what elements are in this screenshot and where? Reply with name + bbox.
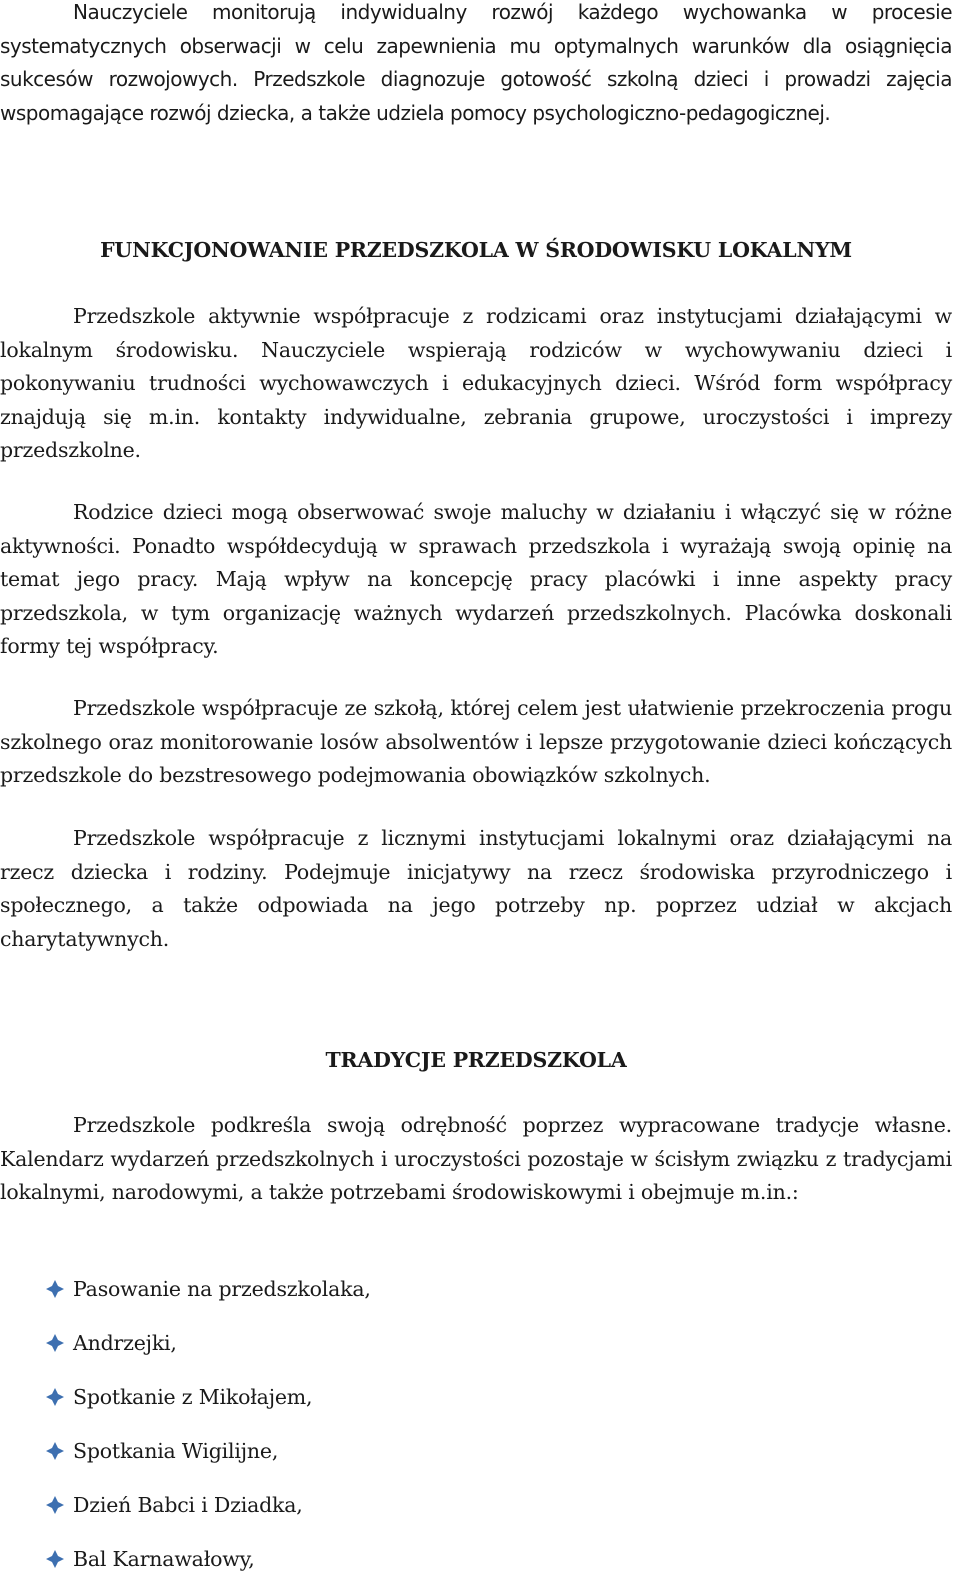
intro-paragraph: Nauczyciele monitorują indywidualny rozwój każdego wychowanka w procesie systematycznych obserwacji w celu zapewnienia mu optymalnych warunków dla osiągnięcia sukcesów rozwojowych. Przedszkole diagnozuje gotowość szkolną dzieci i prowadzi zajęcia wspomagające rozwój dziecka, a także udziela pomocy psychologiczno-pedagogicznej. <box>0 0 952 125</box>
list-item <box>0 1316 371 1370</box>
diamond-bullet-icon <box>0 1441 73 1461</box>
section-heading-local: FUNKCJONOWANIE PRZEDSZKOLA W ŚRODOWISKU LOKALNYM <box>100 238 852 262</box>
list-item-label: Dzień Babci i Dziadka, <box>73 1493 303 1517</box>
paragraph-local-4: Przedszkole współpracuje z licznymi instytucjami lokalnymi oraz działającymi na rzecz dziecka i rodziny. Podejmuje inicjatywy na rzecz środowiska przyrodniczego i społecznego, a także odpowiada na jego potrzeby np. poprzez udział w akcjach charytatywnych. <box>0 826 952 951</box>
section-heading-traditions: TRADYCJE PRZEDSZKOLA <box>325 1048 627 1072</box>
diamond-bullet-icon <box>0 1549 73 1569</box>
list-item-label: Pasowanie na przedszkolaka, <box>73 1277 371 1301</box>
paragraph-local-1: Przedszkole aktywnie współpracuje z rodzicami oraz instytucjami działającymi w lokalnym środowisku. Nauczyciele wspierają rodziców w wychowywaniu dzieci i pokonywaniu trudności wychowawczych i edukacyjnych dzieci. Wśród form współpracy znajdują się m.in. kontakty indywidualne, zebrania grupowe, uroczystości i imprezy przedszkolne. <box>0 304 952 462</box>
list-item <box>0 1424 371 1478</box>
paragraph-traditions: Przedszkole podkreśla swoją odrębność poprzez wypracowane tradycje własne. Kalendarz wydarzeń przedszkolnych i uroczystości pozostaje w ścisłym związku z tradycjami lokalnymi, narodowymi, a także potrzebami środowiskowymi i obejmuje m.in.: <box>0 1113 952 1204</box>
list-item <box>0 1532 371 1586</box>
list-item <box>0 1262 371 1316</box>
list-item-label: Andrzejki, <box>73 1331 177 1355</box>
diamond-bullet-icon <box>0 1333 73 1353</box>
diamond-bullet-icon <box>0 1495 73 1515</box>
list-item-label: Bal Karnawałowy, <box>73 1547 255 1571</box>
traditions-list <box>0 1262 371 1586</box>
list-item-label: Spotkania Wigilijne, <box>73 1439 279 1463</box>
list-item <box>0 1370 371 1424</box>
diamond-bullet-icon <box>0 1387 73 1407</box>
paragraph-local-3: Przedszkole współpracuje ze szkołą, której celem jest ułatwienie przekroczenia progu szkolnego oraz monitorowanie losów absolwentów i lepsze przygotowanie dzieci kończących przedszkole do bezstresowego podejmowania obowiązków szkolnych. <box>0 696 952 787</box>
list-item-label: Spotkanie z Mikołajem, <box>73 1385 313 1409</box>
list-item <box>0 1478 371 1532</box>
paragraph-local-2: Rodzice dzieci mogą obserwować swoje maluchy w działaniu i włączyć się w różne aktywności. Ponadto współdecydują w sprawach przedszkola i wyrażają swoją opinię na temat jego pracy. Mają wpływ na koncepcję pracy placówki i inne aspekty pracy przedszkola, w tym organizację ważnych wydarzeń przedszkolnych. Placówka doskonali formy tej współpracy. <box>0 500 952 658</box>
diamond-bullet-icon <box>0 1279 73 1299</box>
